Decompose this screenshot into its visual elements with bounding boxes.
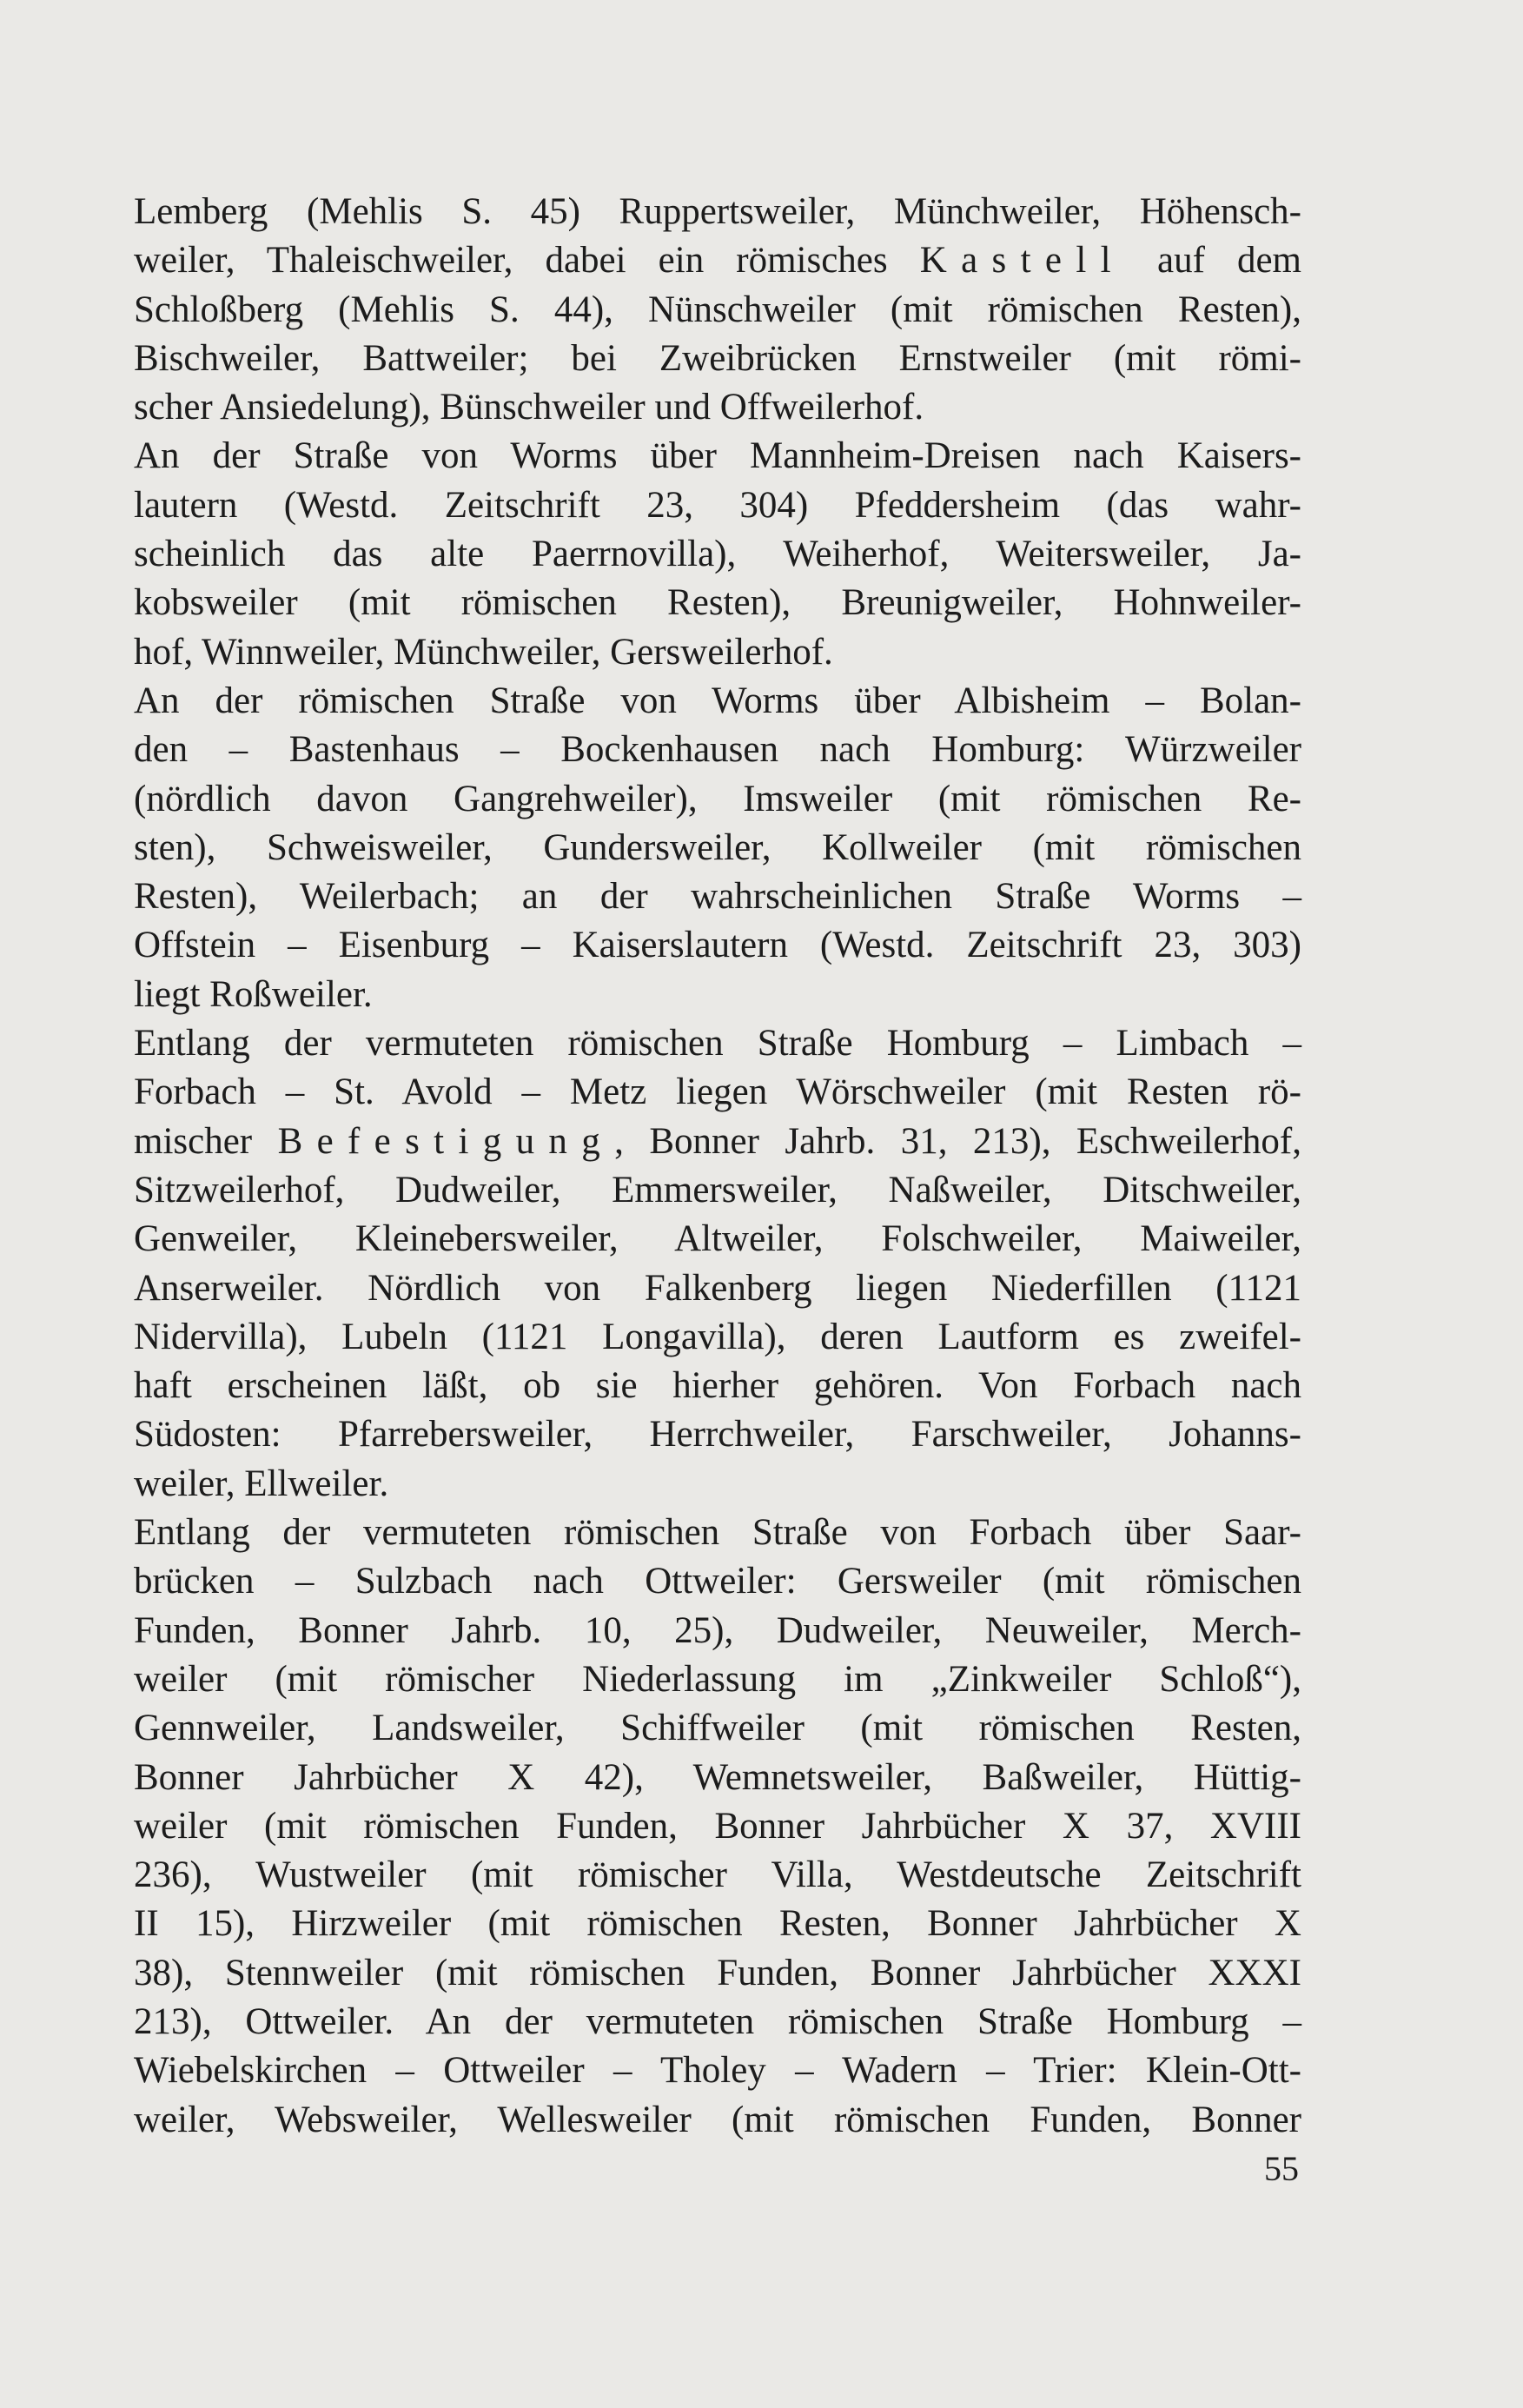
line-text: liegt Roßweiler. — [134, 973, 373, 1015]
line-text: sten), Schweisweiler, Gundersweiler, Kollweiler (mit römischen — [134, 826, 1301, 868]
line-text: Resten), Weilerbach; an der wahrscheinlichen Straße Worms – — [134, 876, 1301, 918]
text-line — [134, 628, 1301, 677]
text-line — [134, 677, 1301, 726]
text-line — [134, 1900, 1301, 1948]
text-line — [134, 1019, 1301, 1068]
text-line — [134, 971, 1301, 1019]
line-text: kobsweiler (mit römischen Resten), Breunigweiler, Hohnweiler- — [134, 582, 1301, 624]
spaced-emphasis: Kastell — [919, 240, 1125, 282]
line-text: Funden, Bonner Jahrb. 10, 25), Dudweiler, Neuweiler, Merch- — [134, 1609, 1301, 1651]
line-text: weiler, Thaleischweiler, dabei ein römisches — [134, 240, 920, 282]
text-line — [134, 1118, 1301, 1166]
text-line — [134, 432, 1301, 481]
line-text: Entlang der vermuteten römischen Straße Homburg – Limbach – — [134, 1023, 1301, 1065]
text-line — [134, 286, 1301, 335]
text-line — [134, 236, 1301, 285]
text-line — [134, 1998, 1301, 2046]
text-line — [134, 872, 1301, 921]
line-text: 236), Wustweiler (mit römischer Villa, Westdeutsche Zeitschrift — [134, 1854, 1301, 1896]
line-text: Bonner Jahrbücher X 42), Wemnetsweiler, Baßweiler, Hüttig- — [134, 1756, 1301, 1798]
text-line — [134, 1264, 1301, 1313]
line-text: Lemberg (Mehlis S. 45) Ruppertsweiler, Münchweiler, Höhensch- — [134, 191, 1301, 232]
line-text: An der römischen Straße von Worms über Albisheim – Bolan- — [134, 680, 1301, 721]
text-line — [134, 1460, 1301, 1509]
line-text: Genweiler, Kleinebersweiler, Altweiler, Folschweiler, Maiweiler, — [134, 1218, 1301, 1260]
line-text-continuation: auf dem — [1124, 240, 1302, 282]
line-text: weiler (mit römischen Funden, Bonner Jahrbücher X 37, XVIII — [134, 1805, 1301, 1847]
line-text: Offstein – Eisenburg – Kaiserslautern (Westd. Zeitschrift 23, 303) — [134, 925, 1301, 966]
line-text-continuation: , Bonner Jahrb. 31, 213), Eschweilerhof, — [614, 1120, 1301, 1162]
text-line — [134, 1851, 1301, 1900]
text-line — [134, 1509, 1301, 1557]
line-text: Wiebelskirchen – Ottweiler – Tholey – Wadern – Trier: Klein-Ott- — [134, 2050, 1301, 2092]
line-text: brücken – Sulzbach nach Ottweiler: Gersweiler (mit römischen — [134, 1561, 1301, 1602]
line-text: lautern (Westd. Zeitschrift 23, 304) Pfeddersheim (das wahr- — [134, 484, 1301, 526]
line-text: (nördlich davon Gangrehweiler), Imsweiler (mit römischen Re- — [134, 778, 1301, 819]
body-text — [134, 188, 1301, 2145]
line-text: Schloßberg (Mehlis S. 44), Nünschweiler (mit römischen Resten), — [134, 289, 1301, 330]
text-line — [134, 188, 1301, 236]
text-line — [134, 1655, 1301, 1704]
text-line — [134, 921, 1301, 970]
text-line — [134, 1410, 1301, 1459]
text-line — [134, 775, 1301, 824]
line-text: weiler, Ellweiler. — [134, 1463, 389, 1504]
text-line — [134, 1704, 1301, 1753]
line-text: weiler, Websweiler, Wellesweiler (mit römischen Funden, Bonner — [134, 2099, 1301, 2140]
line-text: haft erscheinen läßt, ob sie hierher gehören. Von Forbach nach — [134, 1365, 1301, 1407]
text-line — [134, 530, 1301, 579]
text-line — [134, 1557, 1301, 1606]
line-text: Nidervilla), Lubeln (1121 Longavilla), deren Lautform es zweifel- — [134, 1316, 1301, 1357]
text-line — [134, 1166, 1301, 1215]
line-text: hof, Winnweiler, Münchweiler, Gersweilerhof. — [134, 631, 833, 673]
text-line — [134, 2046, 1301, 2095]
text-line — [134, 1754, 1301, 1802]
text-line — [134, 726, 1301, 774]
text-line — [134, 1215, 1301, 1264]
line-text: scheinlich das alte Paerrnovilla), Weiherhof, Weitersweiler, Ja- — [134, 534, 1301, 575]
line-text: mischer — [134, 1120, 278, 1162]
line-text: Sitzweilerhof, Dudweiler, Emmersweiler, Naßweiler, Ditschweiler, — [134, 1169, 1301, 1211]
text-line — [134, 481, 1301, 530]
line-text: II 15), Hirzweiler (mit römischen Resten, Bonner Jahrbücher X — [134, 1903, 1301, 1945]
line-text: Südosten: Pfarrebersweiler, Herrchweiler, Farschweiler, Johanns- — [134, 1414, 1301, 1456]
spaced-emphasis: Befestigung — [277, 1120, 615, 1162]
page-number: 55 — [1264, 2149, 1299, 2188]
line-text: den – Bastenhaus – Bockenhausen nach Homburg: Würzweiler — [134, 729, 1301, 771]
line-text: Entlang der vermuteten römischen Straße von Forbach über Saar- — [134, 1512, 1301, 1554]
line-text: Forbach – St. Avold – Metz liegen Wörschweiler (mit Resten rö- — [134, 1071, 1301, 1113]
line-text: An der Straße von Worms über Mannheim-Dreisen nach Kaisers- — [134, 435, 1301, 477]
text-line — [134, 383, 1301, 432]
text-line — [134, 1313, 1301, 1362]
text-line — [134, 1949, 1301, 1998]
line-text: Anserweiler. Nördlich von Falkenberg liegen Niederfillen (1121 — [134, 1267, 1301, 1309]
line-text: weiler (mit römischer Niederlassung im „Zinkweiler Schloß“), — [134, 1658, 1301, 1700]
text-line — [134, 1607, 1301, 1655]
text-line — [134, 2096, 1301, 2145]
text-line — [134, 335, 1301, 383]
line-text: 213), Ottweiler. An der vermuteten römischen Straße Homburg – — [134, 2000, 1301, 2042]
line-text: Gennweiler, Landsweiler, Schiffweiler (mit römischen Resten, — [134, 1708, 1301, 1749]
text-line — [134, 824, 1301, 872]
text-line — [134, 579, 1301, 627]
text-line — [134, 1362, 1301, 1410]
line-text: scher Ansiedelung), Bünschweiler und Offweilerhof. — [134, 387, 924, 428]
line-text: 38), Stennweiler (mit römischen Funden, Bonner Jahrbücher XXXI — [134, 1952, 1301, 1993]
text-line — [134, 1802, 1301, 1851]
text-line — [134, 1068, 1301, 1117]
line-text: Bischweiler, Battweiler; bei Zweibrücken Ernstweiler (mit römi- — [134, 337, 1301, 379]
